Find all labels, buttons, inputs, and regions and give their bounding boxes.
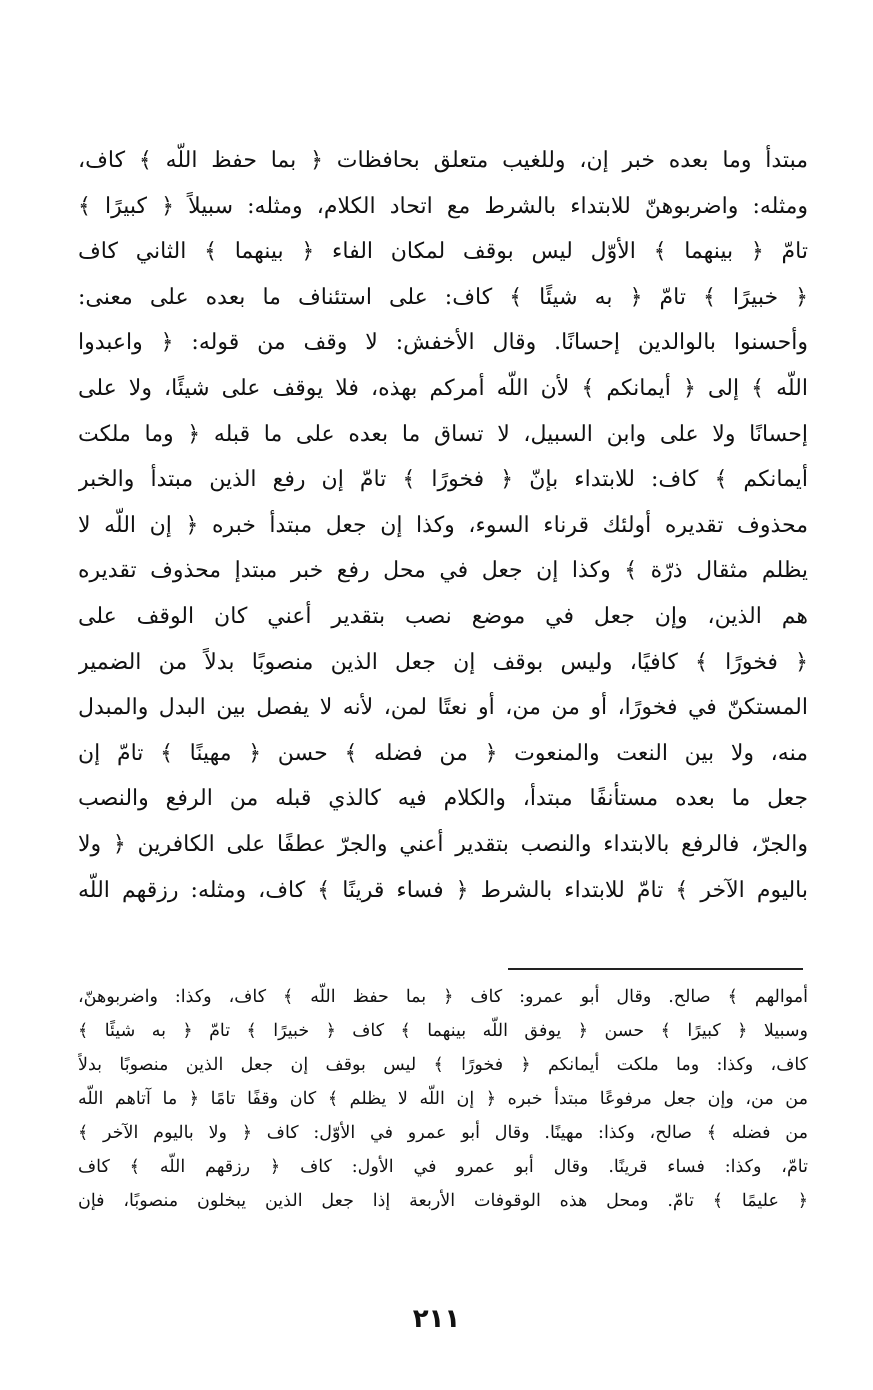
main-line: وأحسنوا بالوالدين إحسانًا. وقال الأخفش: لا وقف من قوله: ﴿ واعبدوا bbox=[78, 330, 808, 356]
main-line: إحسانًا ولا على وابن السبيل، لا تساق ما بعده على ما قبله ﴿ وما ملكت bbox=[78, 421, 808, 447]
main-line: محذوف تقديره أولئك قرناء السوء، وكذا إن جعل مبتدأ خبره ﴿ إن اللّه لا bbox=[78, 512, 808, 538]
main-line: هم الذين، وإن جعل في موضع نصب بتقدير أعني كان الوقف على bbox=[78, 603, 808, 629]
main-line: تامّ ﴿ بينهما ﴾ الأوّل ليس بوقف لمكان الفاء ﴿ بينهما ﴾ الثاني كاف bbox=[78, 239, 808, 265]
footnote-line: وسبيلا ﴿ كبيرًا ﴾ حسن ﴿ يوفق اللّه بينهما ﴾ كاف ﴿ خبيرًا ﴾ تامّ ﴿ به شيئًا ﴾ bbox=[78, 1021, 808, 1041]
footnote-line: كاف، وكذا: وما ملكت أيمانكم ﴿ فخورًا ﴾ ليس بوقف إن جعل الذين منصوبًا بدلاً bbox=[78, 1055, 808, 1075]
main-line: أيمانكم ﴾ كاف: للابتداء بإنّ ﴿ فخورًا ﴾ تامّ إن رفع الذين مبتدأ والخبر bbox=[78, 467, 808, 493]
footnote-line: ﴿ عليمًا ﴾ تامّ. ومحل هذه الوقوفات الأربعة إذا جعل الذين يبخلون منصوبًا، فإن bbox=[78, 1191, 808, 1211]
footnote-divider bbox=[508, 968, 803, 970]
main-line: باليوم الآخر ﴾ تامّ للابتداء بالشرط ﴿ فساء قرينًا ﴾ كاف، ومثله: رزقهم اللّه bbox=[78, 877, 808, 903]
main-text-block bbox=[78, 138, 808, 913]
main-line: والجرّ، فالرفع بالابتداء والنصب بتقدير أعني والجرّ عطفًا على الكافرين ﴿ ولا bbox=[78, 831, 808, 857]
main-line: ومثله: واضربوهنّ للابتداء بالشرط مع اتحاد الكلام، ومثله: سبيلاً ﴿ كبيرًا ﴾ bbox=[78, 193, 808, 219]
main-line: المستكنّ في فخورًا، أو من من، أو نعتًا لمن، لأنه لا يفصل بين البدل والمبدل bbox=[78, 695, 808, 721]
footnote-line: من فضله ﴾ صالح، وكذا: مهينًا. وقال أبو عمرو في الأوّل: كاف ﴿ ولا باليوم الآخر ﴾ bbox=[78, 1123, 808, 1143]
page-number: ٢١١ bbox=[412, 1304, 461, 1334]
main-line: مبتدأ وما بعده خبر إن، وللغيب متعلق بحافظات ﴿ بما حفظ اللّه ﴾ كاف، bbox=[78, 148, 808, 173]
main-text bbox=[78, 138, 808, 913]
footnote-line: تامّ، وكذا: فساء قرينًا. وقال أبو عمرو في الأول: كاف ﴿ رزقهم اللّه ﴾ كاف bbox=[78, 1157, 808, 1177]
main-line: جعل ما بعده مستأنفًا مبتدأ، والكلام فيه كالذي قبله من الرفع والنصب bbox=[78, 786, 808, 812]
footnote-line: أموالهم ﴾ صالح. وقال أبو عمرو: كاف ﴿ بما حفظ اللّه ﴾ كاف، وكذا: واضربوهنّ، bbox=[78, 987, 808, 1007]
footnote-line: من من، وإن جعل مرفوعًا مبتدأ خبره ﴿ إن اللّه لا يظلم ﴾ كان وقفًا تامًا ﴿ ما آتاهم اللّه bbox=[78, 1089, 808, 1109]
main-line: منه، ولا بين النعت والمنعوت ﴿ من فضله ﴾ حسن ﴿ مهينًا ﴾ تامّ إن bbox=[78, 740, 808, 766]
main-line: يظلم مثقال ذرّة ﴾ وكذا إن جعل في محل رفع خبر مبتدإ محذوف تقديره bbox=[78, 558, 808, 584]
footnotes bbox=[78, 980, 808, 1218]
main-line: ﴿ فخورًا ﴾ كافيًا، وليس بوقف إن جعل الذين منصوبًا بدلاً من الضمير bbox=[78, 649, 808, 675]
main-line: اللّه ﴾ إلى ﴿ أيمانكم ﴾ لأن اللّه أمركم بهذه، فلا يوقف على شيئًا، ولا على bbox=[78, 375, 808, 401]
main-line: ﴿ خبيرًا ﴾ تامّ ﴿ به شيئًا ﴾ كاف: على استئناف ما بعده على معنى: bbox=[78, 284, 808, 310]
